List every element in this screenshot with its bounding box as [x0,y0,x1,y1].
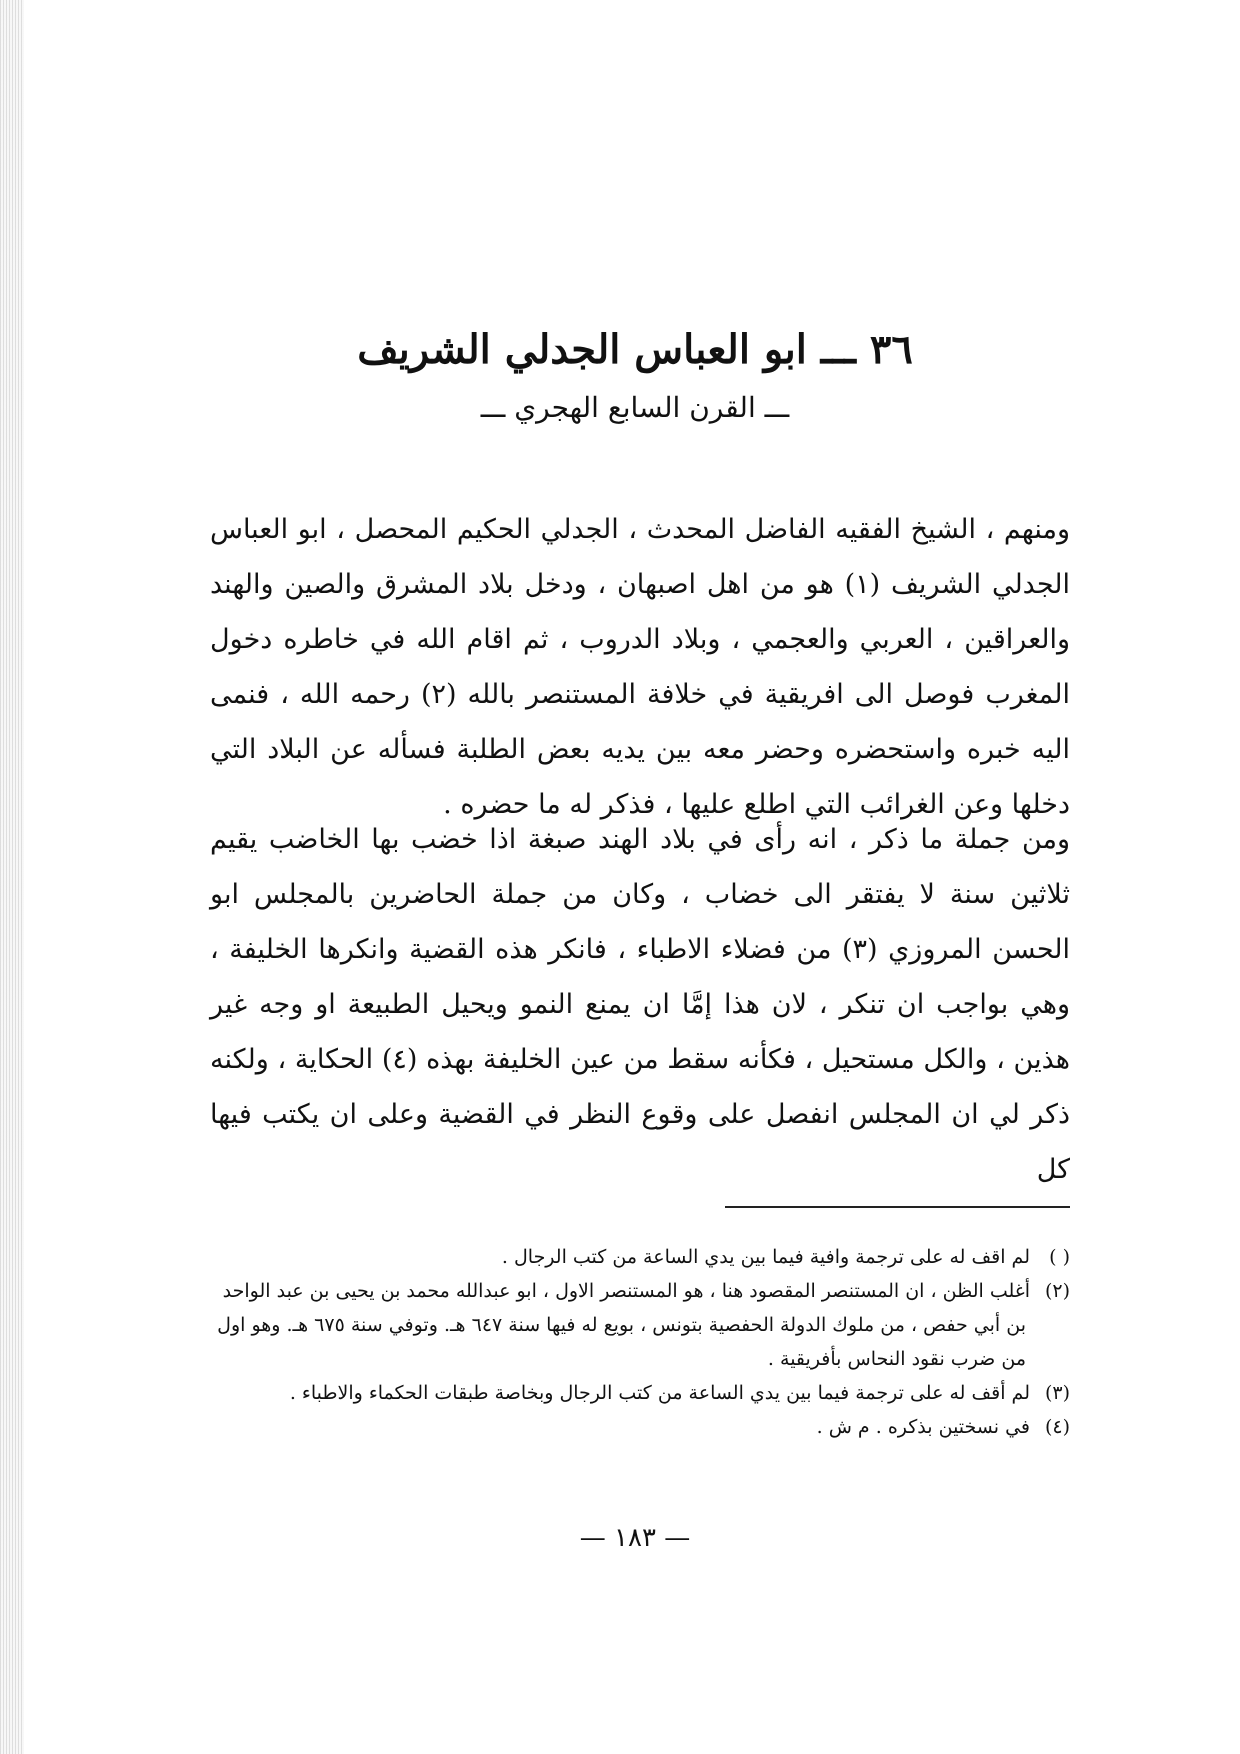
footnote-text: لم اقف له على ترجمة وافية فيما بين يدي الساعة من كتب الرجال . [501,1246,1030,1268]
page-number: — ١٨٣ — [579,1523,691,1553]
document-page [200,0,1070,1754]
scan-edge-strip [0,0,24,1754]
entry-subtitle: ـــ القرن السابع الهجري ـــ [480,391,790,424]
footnote-text: لم أقف له على ترجمة فيما بين يدي الساعة من كتب الرجال وبخاصة طبقات الحكماء والاطباء . [289,1382,1030,1404]
body-paragraph: ومن جملة ما ذكر ، انه رأى في بلاد الهند صبغة اذا خضب بها الخاضب يقيم ثلاثين سنة لا يفتقر الى خضاب ، وكان من جملة الحاضرين بالمجلس ابو الحسن المروزي (٣) من فضلاء الاطباء ، فانكر هذه القضية وانكرها الخليفة ، وهي بواجب ان تنكر ، لان هذا إمَّا ان يمنع النمو ويحيل الطبيعة او وجه غير هذين ، والكل مستحيل ، فكأنه سقط من عين الخليفة بهذه (٤) الحكاية ، ولكنه ذكر لي ان المجلس انفصل على وقوع النظر في القضية وعلى ان يكتب فيها كل [210,824,1070,1185]
footnote-item [210,1240,1070,1274]
footnote-marker: (٣) [1044,1382,1070,1404]
footnote-item [210,1410,1070,1444]
footnote-text: في نسختين بذكره . م ش . [816,1416,1030,1438]
footnote-text: أغلب الظن ، ان المستنصر المقصود هنا ، هو المستنصر الاول ، ابو عبدالله محمد بن يحيى بن عبد الواحد بن أبي حفص ، من ملوك الدولة الحفصية بتونس ، بويع له فيها سنة ٦٤٧ هـ. وتوفي سنة ٦٧٥ هـ. وهو اول من ضرب نقود النحاس بأفريقية . [217,1280,1030,1370]
footnote-marker: (٢) [1044,1280,1070,1302]
footnote-separator [725,1206,1070,1208]
footnote-marker: (٤) [1044,1416,1070,1438]
body-paragraph: ومنهم ، الشيخ الفقيه الفاضل المحدث ، الجدلي الحكيم المحصل ، ابو العباس الجدلي الشريف (١) هو من اهل اصبهان ، ودخل بلاد المشرق والصين والهند والعراقين ، العربي والعجمي ، وبلاد الدروب ، ثم اقام الله في خاطره دخول المغرب فوصل الى افريقية في خلافة المستنصر بالله (٢) رحمه الله ، فنمى اليه خبره واستحضره وحضر معه بين يديه بعض الطلبة فسأله عن البلاد التي دخلها وعن الغرائب التي اطلع عليها ، فذكر له ما حضره . [210,514,1071,820]
footnote-item [210,1274,1070,1376]
footnote-item [210,1376,1070,1410]
footnotes-list [210,1240,1070,1444]
entry-title: ٣٦ ـــ ابو العباس الجدلي الشريف [357,326,913,373]
footnote-marker: ( ) [1049,1246,1070,1268]
